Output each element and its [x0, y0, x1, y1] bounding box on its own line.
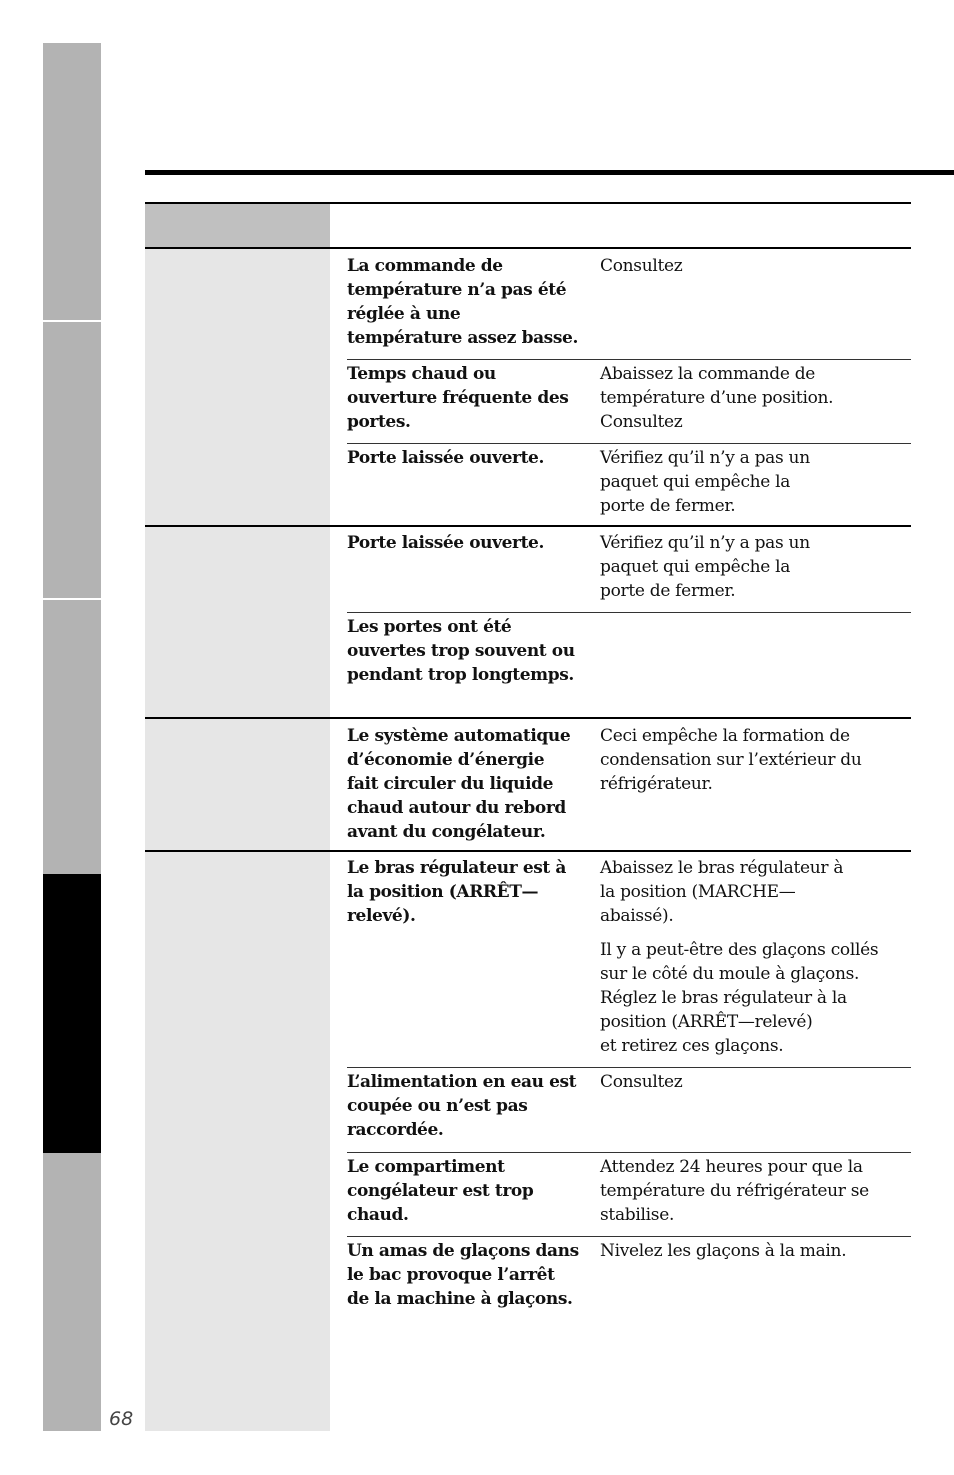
cause-text: Un amas de glaçons dans le bac provoque l’arrêt de la machine à glaçons. — [347, 1241, 579, 1309]
row-divider — [347, 443, 911, 444]
cause-text: Porte laissée ouverte. — [347, 533, 544, 553]
section-tab-2 — [43, 322, 101, 598]
section-tab-5 — [43, 1153, 101, 1431]
remedy-text: Attendez 24 heures pour que la température du réfrigérateur se stabilise. — [600, 1157, 869, 1225]
table-header-rule — [145, 247, 911, 249]
cause-text: Le compartiment congélateur est trop chaud. — [347, 1157, 534, 1225]
remedy-text: Abaissez la commande de température d’une position. Consultez — [600, 364, 834, 432]
section-tab-active — [43, 874, 101, 1153]
section-tab-3 — [43, 600, 101, 874]
remedy-text: Vérifiez qu’il n’y a pas un paquet qui empêche la porte de fermer. — [600, 533, 810, 601]
cause-text: Temps chaud ou ouverture fréquente des portes. — [347, 364, 569, 432]
cause-text: Porte laissée ouverte. — [347, 448, 544, 468]
remedy-text: Consultez — [600, 256, 683, 276]
row-divider — [347, 1067, 911, 1068]
cause-text: Les portes ont été ouvertes trop souvent ou pendant trop longtemps. — [347, 617, 575, 685]
group-divider — [145, 717, 911, 719]
cause-text: Le bras régulateur est à la position (ARRÊT—relevé). — [347, 858, 567, 926]
cause-text: La commande de température n’a pas été réglée à une température assez basse. — [347, 256, 578, 348]
top-rule — [145, 170, 954, 175]
problem-column — [145, 204, 330, 1431]
remedy-text: Vérifiez qu’il n’y a pas un paquet qui empêche la porte de fermer. — [600, 448, 810, 516]
problem-column-header — [145, 204, 330, 248]
row-divider — [347, 612, 911, 613]
remedy-text: Nivelez les glaçons à la main. — [600, 1241, 847, 1261]
row-divider — [347, 359, 911, 360]
remedy-text: Abaissez le bras régulateur à la position (MARCHE— abaissé). — [600, 858, 844, 926]
row-divider — [347, 1152, 911, 1153]
section-tab-1 — [43, 43, 101, 320]
row-divider — [347, 1236, 911, 1237]
remedy-text: Ceci empêche la formation de condensation sur l’extérieur du réfrigérateur. — [600, 726, 862, 794]
page-number: 68 — [109, 1408, 134, 1430]
cause-text: Le système automatique d’économie d’énergie fait circuler du liquide chaud autour du rebord avant du congélateur. — [347, 726, 571, 842]
group-divider — [145, 525, 911, 527]
group-divider — [145, 850, 911, 852]
remedy-text: Consultez — [600, 1072, 683, 1092]
cause-text: L’alimentation en eau est coupée ou n’est pas raccordée. — [347, 1072, 577, 1140]
remedy-text: Il y a peut-être des glaçons collés sur le côté du moule à glaçons. Réglez le bras régulateur à la position (ARRÊT—relevé) et retirez ces glaçons. — [600, 940, 879, 1056]
